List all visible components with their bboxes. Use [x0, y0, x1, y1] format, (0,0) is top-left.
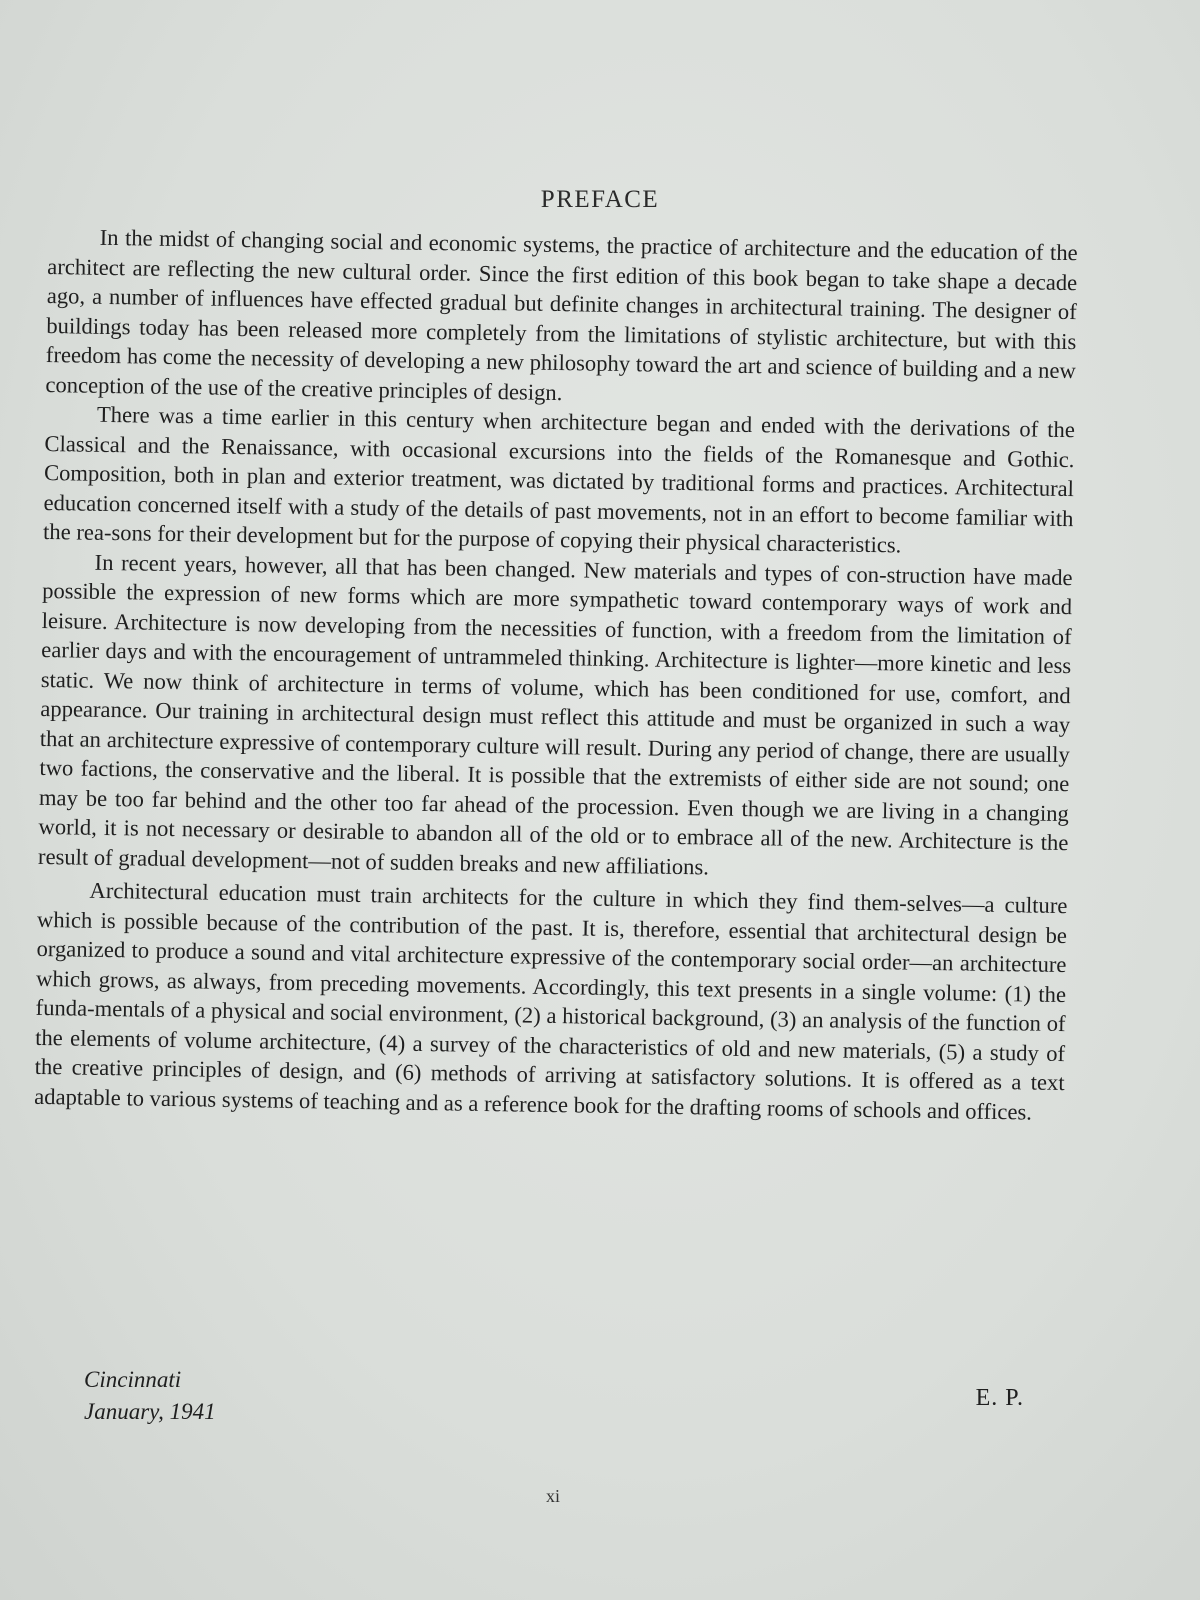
signoff-initials: E. P.: [975, 1385, 1024, 1411]
paragraph-1: In the midst of changing social and economic systems, the practice of architecture and the education of the architect are reflecting the new cultural order. Since the first edition of this book began to take shape a decade ago, a number of influences have effected gradual but definite changes in architectural training. The designer of buildings today has been released more completely from the limitations of stylistic architecture, but with this freedom has come the necessity of developing a new philosophy toward the art and science of building and a new conception of the use of the creative principles of design.: [45, 224, 1078, 405]
signoff: [84, 1364, 1024, 1428]
paragraph-4: Architectural education must train architects for the culture in which they find them-selves—a culture which is possible because of the contribution of the past. It is, therefore, essential that architectural design be organized to produce a sound and vital architecture expressive of the contemporary social order—an architecture which grows, as always, from preceding movements. Accordingly, this text presents in a single volume: (1) the funda-mentals of a physical and social environment, (2) a historical background, (3) an analysis of the function of the elements of volume architecture, (4) a survey of the characteristics of old and new materials, (5) a study of the creative principles of design, and (6) methods of arriving at satisfactory solutions. It is offered as a text adaptable to various systems of teaching and as a reference book for the drafting rooms of schools and offices.: [34, 877, 1068, 1125]
page-number: xi: [545, 1486, 560, 1506]
signoff-date: January, 1941: [84, 1399, 216, 1424]
paragraph-3: In recent years, however, all that has been changed. New materials and types of con-struction have made possible the expression of new forms which are more sympathetic toward contemporary ways of work and leisure. Architecture is now developing from the necessities of function, with a freedom from the limitation of earlier days and with the encouragement of untrammeled thinking. Architecture is lighter—more kinetic and less static. We now think of architecture in terms of volume, which has been conditioned for use, comfort, and appearance. Our training in architectural design must reflect this attitude and must be organized in such a way that an architecture expressive of contemporary culture will result. During any period of change, there are usually two factions, the conservative and the liberal. It is possible that the extremists of either side are not sound; one may be too far behind and the other too far ahead of the procession. Even though we are living in a changing world, it is not necessary or desirable to abandon all of the old or to embrace all of the new. Architecture is the result of gradual development—not of sudden breaks and new affiliations.: [37, 549, 1073, 879]
preface-body: [34, 222, 1078, 1127]
page-title: PREFACE: [540, 186, 660, 213]
signoff-place: Cincinnati: [84, 1367, 182, 1392]
paragraph-2: There was a time earlier in this century when architecture began and ended with the derivations of the Classical and the Renaissance, with occasional excursions into the fields of the Romanesque and Gothic. Composition, both in plan and exterior treatment, was dictated by traditional forms and practices. Architectural education concerned itself with a study of the details of past movements, not in an effort to become familiar with the rea-sons for their development but for the purpose of copying their physical characteristics.: [42, 401, 1076, 558]
